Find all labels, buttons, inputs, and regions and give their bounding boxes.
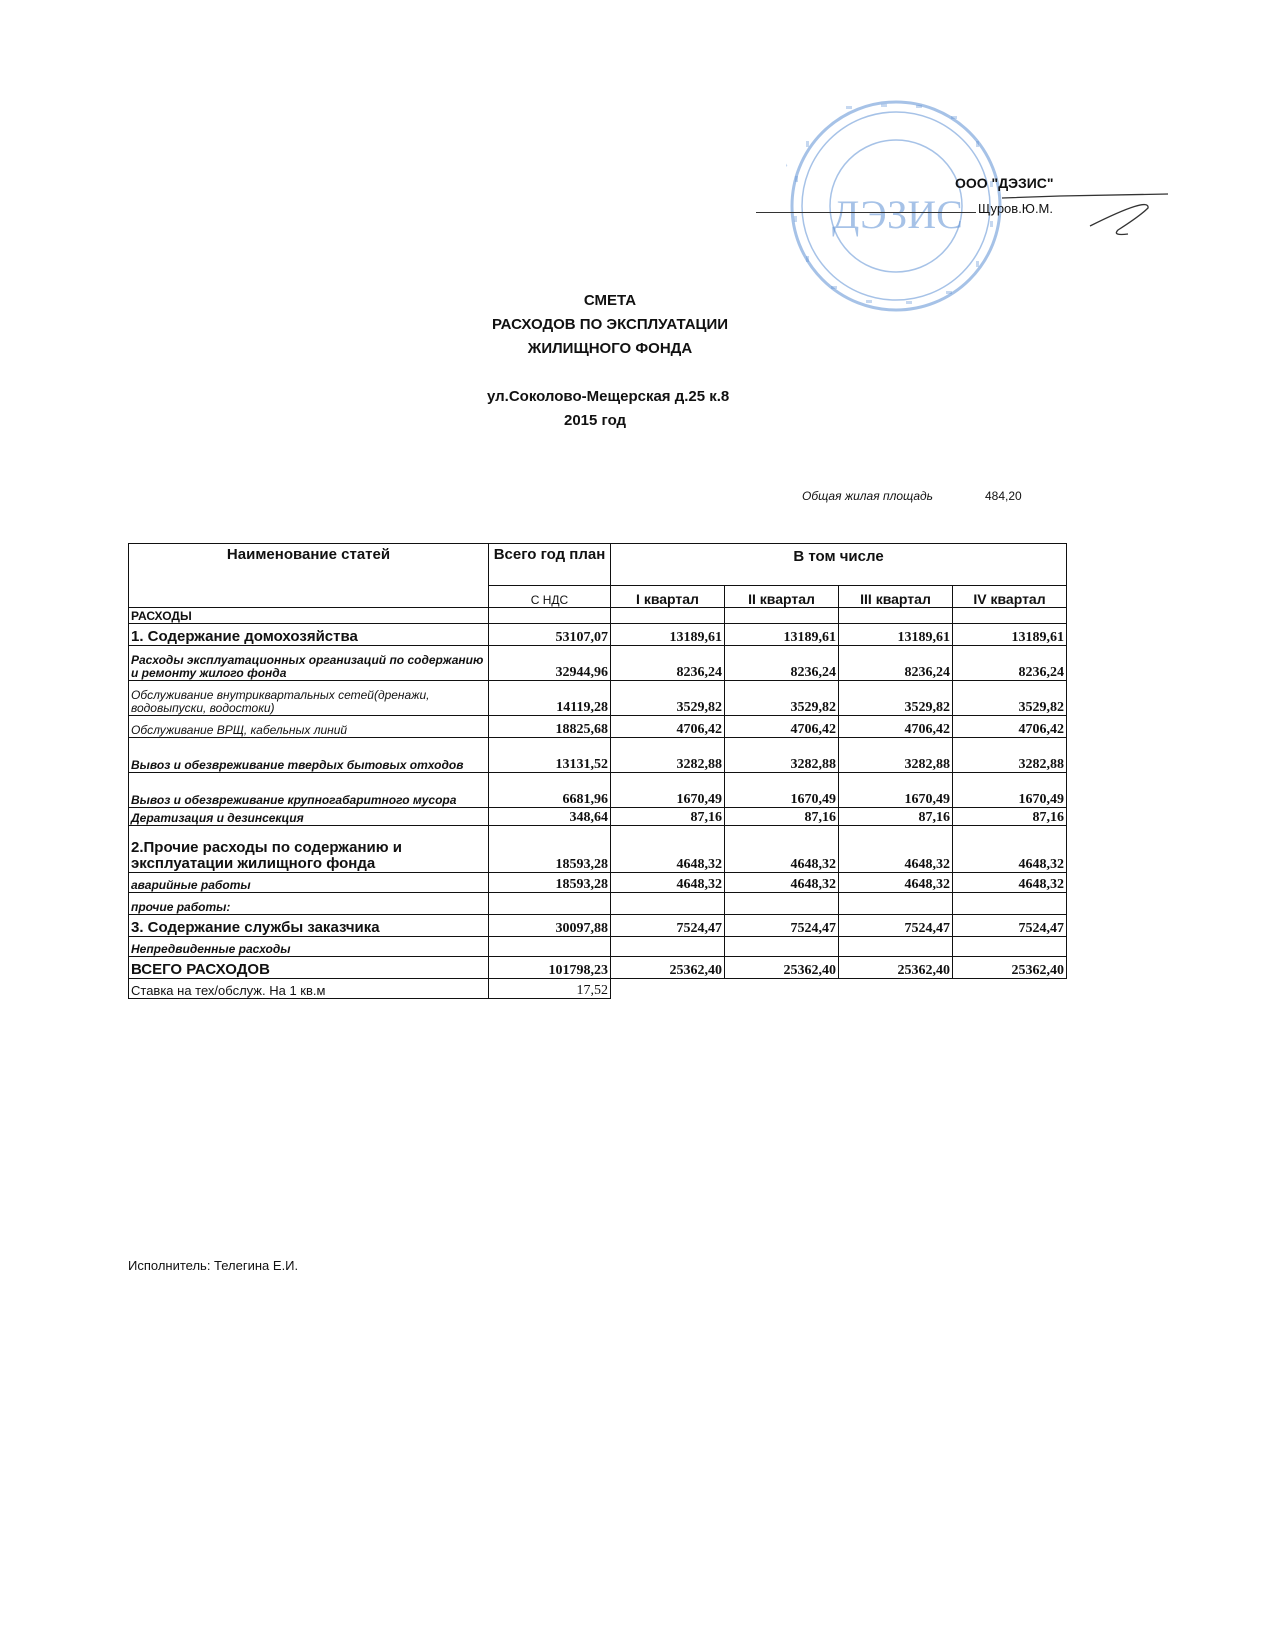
row-q1: 4648,32 [611, 826, 725, 873]
row-q4: 87,16 [953, 808, 1067, 826]
col-vat-header: С НДС [489, 586, 611, 608]
row-q2: 7524,47 [725, 915, 839, 937]
table-row [129, 624, 1067, 646]
rate-value: 17,52 [489, 979, 611, 999]
row-q1 [611, 893, 725, 915]
organization-name: ООО "ДЭЗИС" [955, 175, 1054, 191]
row-q2: 3529,82 [725, 681, 839, 716]
document-subtitle-1: РАСХОДОВ ПО ЭКСПЛУАТАЦИИ [491, 316, 729, 333]
row-q3: 1670,49 [839, 773, 953, 808]
area-label: Общая жилая площадь [802, 489, 933, 503]
row-q1: 7524,47 [611, 915, 725, 937]
row-label: 2.Прочие расходы по содержанию и эксплуатации жилищного фонда [129, 826, 489, 873]
row-label: Вывоз и обезвреживание твердых бытовых отходов [129, 738, 489, 773]
row-label: 3. Содержание службы заказчика [129, 915, 489, 937]
row-q1 [611, 937, 725, 957]
document-title: СМЕТА [583, 292, 637, 309]
row-q4: 3529,82 [953, 681, 1067, 716]
row-q1: 4648,32 [611, 873, 725, 893]
row-q3 [839, 893, 953, 915]
estimate-table [128, 543, 1067, 999]
row-q4: 4648,32 [953, 826, 1067, 873]
signer-name: Щуров.Ю.М. [978, 201, 1053, 216]
row-q4: 4706,42 [953, 716, 1067, 738]
row-q2: 3282,88 [725, 738, 839, 773]
row-total: 101798,23 [489, 957, 611, 979]
table-row [129, 681, 1067, 716]
row-q3: 13189,61 [839, 624, 953, 646]
row-q2: 13189,61 [725, 624, 839, 646]
table-row [129, 716, 1067, 738]
document-subtitle-2: ЖИЛИЩНОГО ФОНДА [527, 340, 693, 357]
row-total: 18593,28 [489, 826, 611, 873]
row-q3: 25362,40 [839, 957, 953, 979]
col-q4-header: IV квартал [953, 586, 1067, 608]
row-q4: 13189,61 [953, 624, 1067, 646]
row-q3: 8236,24 [839, 646, 953, 681]
row-q3: 87,16 [839, 808, 953, 826]
row-label: ВСЕГО РАСХОДОВ [129, 957, 489, 979]
col-q1-header: I квартал [611, 586, 725, 608]
signature-line [756, 212, 976, 213]
row-q4: 7524,47 [953, 915, 1067, 937]
row-q4 [953, 937, 1067, 957]
row-label: 1. Содержание домохозяйства [129, 624, 489, 646]
executor: Исполнитель: Телегина Е.И. [128, 1258, 299, 1273]
rate-row [129, 979, 1067, 999]
col-total-header: Всего год план [489, 544, 611, 586]
row-total: 348,64 [489, 808, 611, 826]
row-q2: 4706,42 [725, 716, 839, 738]
seal-stamp-image [786, 96, 1006, 316]
col-name-header: Наименование статей [129, 544, 489, 608]
row-label: Обслуживание ВРЩ, кабельных линий [129, 716, 489, 738]
row-total [489, 893, 611, 915]
col-incl-header: В том числе [611, 544, 1067, 586]
row-q3: 4648,32 [839, 826, 953, 873]
row-q1: 25362,40 [611, 957, 725, 979]
row-q3 [839, 937, 953, 957]
row-q2: 25362,40 [725, 957, 839, 979]
row-total: 6681,96 [489, 773, 611, 808]
row-total: 53107,07 [489, 624, 611, 646]
row-q3: 3282,88 [839, 738, 953, 773]
row-q3: 4706,42 [839, 716, 953, 738]
table-row [129, 773, 1067, 808]
row-label: Расходы эксплуатационных организаций по содержанию и ремонту жилого фонда [129, 646, 489, 681]
row-total: 32944,96 [489, 646, 611, 681]
row-q3: 7524,47 [839, 915, 953, 937]
table-row [129, 937, 1067, 957]
section-label: РАСХОДЫ [129, 608, 489, 624]
row-q2 [725, 937, 839, 957]
row-q3: 4648,32 [839, 873, 953, 893]
row-total: 13131,52 [489, 738, 611, 773]
row-total [489, 937, 611, 957]
col-q3-header: III квартал [839, 586, 953, 608]
row-total: 30097,88 [489, 915, 611, 937]
section-row [129, 608, 1067, 624]
rate-label: Ставка на тех/обслуж. На 1 кв.м [129, 979, 489, 999]
total-row [129, 957, 1067, 979]
row-total: 18825,68 [489, 716, 611, 738]
row-q3: 3529,82 [839, 681, 953, 716]
row-total: 18593,28 [489, 873, 611, 893]
row-q4 [953, 893, 1067, 915]
row-q1: 3529,82 [611, 681, 725, 716]
table-row [129, 915, 1067, 937]
row-q1: 87,16 [611, 808, 725, 826]
row-q4: 8236,24 [953, 646, 1067, 681]
row-q1: 4706,42 [611, 716, 725, 738]
table-row [129, 808, 1067, 826]
row-label: прочие работы: [129, 893, 489, 915]
table-row [129, 873, 1067, 893]
row-label: Вывоз и обезвреживание крупногабаритного мусора [129, 773, 489, 808]
row-label: Обслуживание внутриквартальных сетей(дренажи, водовыпуски, водостоки) [129, 681, 489, 716]
stamp-text: ДЭЗИС [832, 192, 963, 237]
row-q2: 4648,32 [725, 826, 839, 873]
row-label: аварийные работы [129, 873, 489, 893]
row-q4: 3282,88 [953, 738, 1067, 773]
table-row [129, 826, 1067, 873]
table-row [129, 893, 1067, 915]
header-row [129, 544, 1067, 586]
table-row [129, 646, 1067, 681]
row-q2 [725, 893, 839, 915]
row-total: 14119,28 [489, 681, 611, 716]
row-q4: 1670,49 [953, 773, 1067, 808]
area-value: 484,20 [985, 489, 1022, 503]
row-q1: 8236,24 [611, 646, 725, 681]
row-q2: 8236,24 [725, 646, 839, 681]
row-q1: 13189,61 [611, 624, 725, 646]
col-q2-header: II квартал [725, 586, 839, 608]
row-q2: 1670,49 [725, 773, 839, 808]
row-q1: 3282,88 [611, 738, 725, 773]
table-row [129, 738, 1067, 773]
signature-scribble [1000, 186, 1170, 246]
row-q4: 4648,32 [953, 873, 1067, 893]
row-q2: 4648,32 [725, 873, 839, 893]
address: ул.Соколово-Мещерская д.25 к.8 [487, 388, 730, 405]
row-q4: 25362,40 [953, 957, 1067, 979]
year: 2015 год [564, 412, 627, 429]
row-q1: 1670,49 [611, 773, 725, 808]
row-label: Дератизация и дезинсекция [129, 808, 489, 826]
row-label: Непредвиденные расходы [129, 937, 489, 957]
row-q2: 87,16 [725, 808, 839, 826]
